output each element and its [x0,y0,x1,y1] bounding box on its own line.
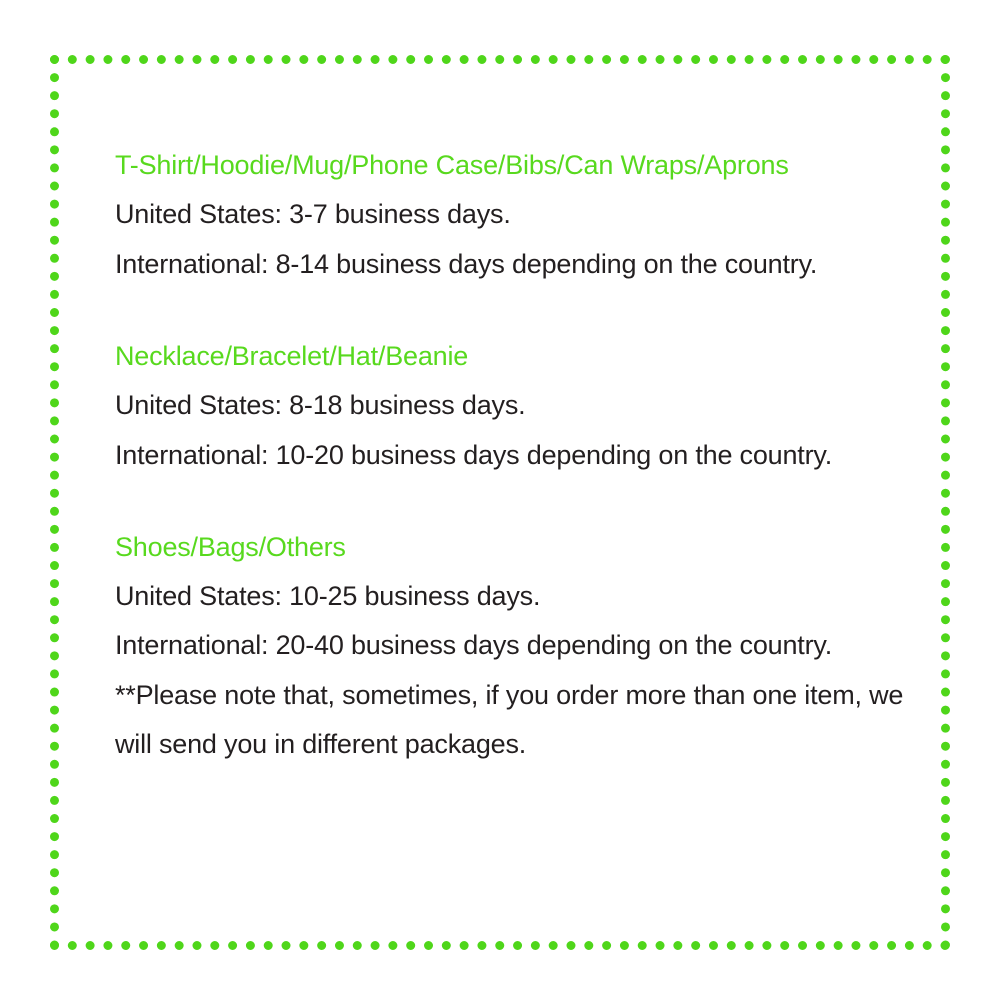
shipping-info-card [50,55,950,950]
section-title: T-Shirt/Hoodie/Mug/Phone Case/Bibs/Can Wraps/Aprons [115,150,789,180]
section-title: Shoes/Bags/Others [115,531,346,562]
section-international-shipping: International: 10-20 business days depending on the country. [115,439,833,470]
section-domestic-shipping: United States: 10-25 business days. [115,581,541,612]
shipping-note: **Please note that, sometimes, if you order more than one item, we will send you in different packages. [115,679,904,760]
section-title: Necklace/Bracelet/Hat/Beanie [115,340,469,371]
section-domestic-shipping: United States: 3-7 business days. [115,199,511,230]
section-international-shipping: International: 20-40 business days depending on the country. [115,630,833,661]
shipping-section-shoes-bags [115,528,905,671]
section-domestic-shipping: United States: 8-18 business days. [115,390,526,421]
section-international-shipping: International: 8-14 business days depending on the country. [115,248,818,279]
shipping-info-content [115,146,905,770]
shipping-section-apparel [115,146,905,289]
shipping-section-accessories [115,337,905,480]
